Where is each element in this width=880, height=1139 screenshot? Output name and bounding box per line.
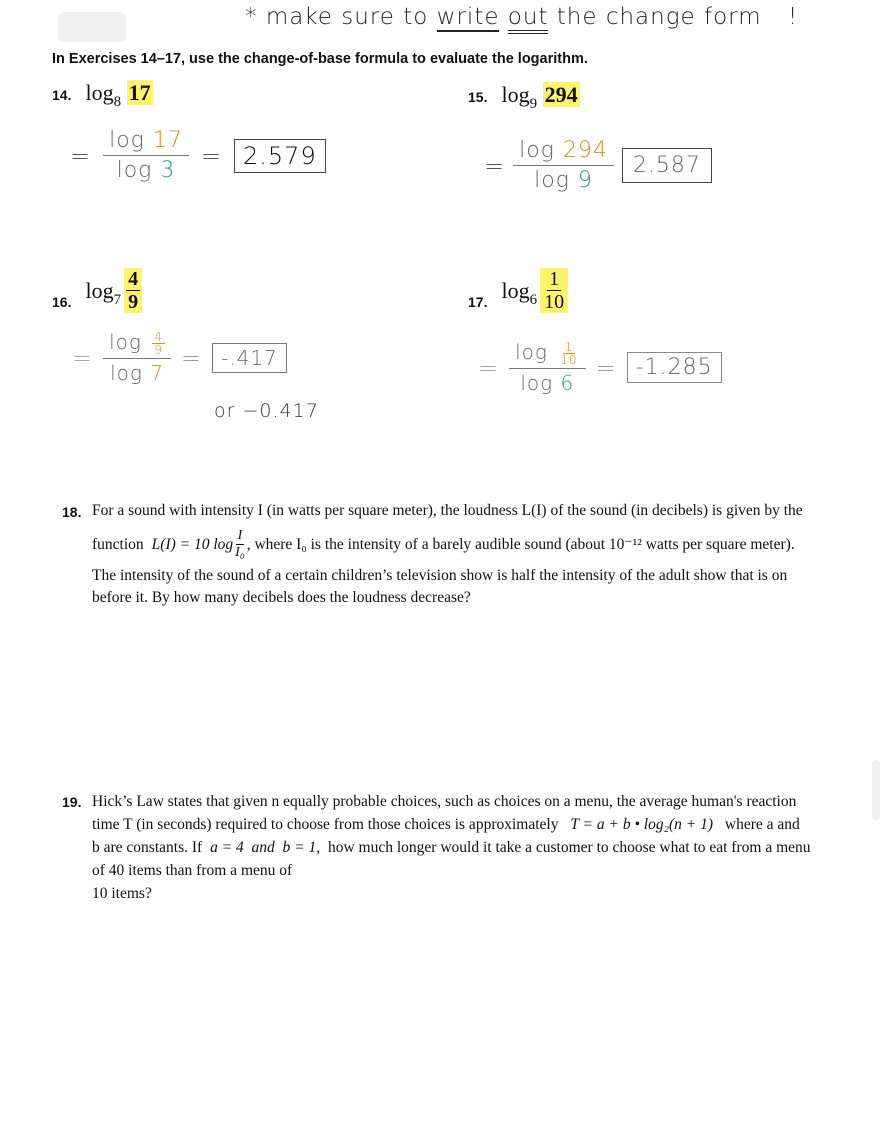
problem-19-number: 19. (62, 794, 82, 810)
work-fraction (513, 138, 614, 193)
problem-18-number: 18. (62, 504, 82, 520)
log-word: log (85, 277, 114, 303)
equals-sign: = (595, 353, 617, 382)
fraction-denominator: 9 (128, 291, 139, 313)
problem-text: function (92, 535, 144, 553)
log-base: 9 (529, 96, 538, 112)
fraction-numerator: 1 (564, 340, 574, 354)
boxed-answer: 2.579 (234, 139, 326, 173)
problem-line: For a sound with intensity I (in watts per square meter), the loudness L(I) of the sound (in decibels) is given by the (92, 502, 803, 519)
work-num-log: log (109, 128, 145, 153)
boxed-answer: -1.285 (627, 352, 722, 383)
log-word: log (85, 80, 114, 105)
fraction-denominator: 10 (560, 353, 578, 367)
fraction-denominator: I₀ (235, 545, 245, 560)
exercise-16-work (72, 330, 287, 385)
exercise-15 (468, 82, 580, 112)
log-base: 7 (113, 291, 122, 308)
note-tail: the change form (556, 4, 762, 30)
problem-line: of 40 items than from a menu of (92, 862, 293, 879)
fraction-numerator: I (237, 528, 243, 543)
exercise-log (501, 277, 538, 308)
exercise-log (85, 277, 122, 308)
problem-line (92, 813, 832, 836)
problem-19-text (92, 790, 832, 905)
log-base: 6 (529, 291, 538, 308)
problem-text: , where I₀ is the intensity of a barely audible sound (about 10⁻¹² watts per square meter). (246, 535, 795, 553)
work-num-arg: 294 (562, 138, 608, 163)
work-fraction (103, 128, 189, 183)
note-star: * (245, 4, 258, 30)
problem-line: 10 items? (92, 885, 152, 902)
exercise-16 (52, 268, 142, 313)
work-fraction (103, 330, 171, 385)
exercise-14-work (70, 128, 326, 183)
problem-text: how much longer would it take a customer to choose what to eat from a menu (327, 839, 811, 856)
work-den-arg: 9 (577, 168, 593, 193)
formula-fraction (235, 528, 245, 561)
problem-18-text (92, 500, 832, 609)
problem-line: before it. By how many decibels does the loudness decrease? (92, 589, 471, 606)
note-exclaim: ! (787, 4, 799, 30)
work-num-log: log (515, 340, 548, 364)
exercise-17-work (478, 340, 722, 395)
exercise-16-alt-answer: or −0.417 (214, 400, 319, 422)
note-out: out (508, 4, 549, 34)
equals-sign: = (484, 151, 506, 180)
work-den-log: log (116, 158, 153, 183)
log-argument-fraction (540, 268, 568, 313)
work-num-frac (152, 331, 165, 356)
boxed-answer: -.417 (212, 343, 287, 373)
loudness-formula: L(I) = 10 log (151, 535, 234, 553)
fraction-denominator: 10 (544, 291, 565, 313)
exercise-number: 16. (52, 293, 72, 310)
work-den-arg: 3 (160, 158, 176, 183)
problem-line: The intensity of the sound of a certain children’s television show is half the intensity of the adult show that is on (92, 567, 788, 584)
exercise-15-work (484, 138, 712, 193)
fraction-numerator: 1 (549, 268, 560, 290)
equals-sign: = (72, 343, 94, 372)
equals-sign: = (180, 343, 203, 372)
work-num-arg: 17 (152, 128, 183, 153)
exercise-number: 17. (468, 293, 488, 310)
work-fraction (509, 340, 585, 395)
exercise-number: 15. (468, 89, 488, 105)
work-num-log: log (109, 330, 142, 354)
handwritten-note (245, 4, 798, 30)
log-word: log (501, 277, 530, 303)
problem-line (92, 528, 832, 561)
work-den-log: log (110, 361, 143, 385)
problem-text: where a and (724, 816, 800, 833)
work-den-arg: 6 (560, 371, 575, 395)
problem-line (92, 836, 832, 859)
exercise-17 (468, 268, 568, 313)
log-argument: 294 (544, 82, 578, 107)
fraction-denominator: 9 (154, 343, 163, 357)
scan-artifact (58, 12, 126, 42)
exercise-number: 14. (52, 87, 72, 103)
work-num-frac (558, 341, 579, 366)
instructions: In Exercises 14–17, use the change-of-base formula to evaluate the logarithm. (52, 51, 588, 67)
note-text: make sure to (265, 4, 429, 30)
log-word: log (501, 82, 530, 107)
fraction-numerator: 4 (128, 268, 139, 290)
problem-text: time T (in seconds) required to choose from those choices is approximately (92, 816, 559, 833)
equals-sign: = (478, 353, 500, 382)
work-num-log: log (519, 138, 555, 163)
boxed-answer: 2.587 (622, 148, 712, 183)
work-den-log: log (520, 371, 554, 395)
work-den-arg: 7 (150, 361, 164, 385)
log-argument: 17 (128, 80, 151, 105)
note-write: write (436, 4, 500, 30)
exercise-log (85, 80, 152, 110)
log-argument-fraction (124, 268, 142, 313)
equals-sign: = (200, 141, 222, 170)
equals-sign: = (70, 141, 92, 170)
log-base: 8 (113, 94, 122, 110)
problem-line: Hick’s Law states that given n equally probable choices, such as choices on a menu, the average human's reaction (92, 793, 797, 810)
problem-text: b are constants. If (92, 839, 203, 856)
constant-values: a = 4 and b = 1, (210, 839, 321, 856)
scan-artifact (872, 760, 880, 820)
hicks-law-formula: T = a + b • log₂(n + 1) (570, 816, 714, 833)
exercise-14 (52, 80, 153, 110)
exercise-log (501, 82, 579, 112)
fraction-numerator: 4 (154, 330, 163, 344)
work-den-log: log (534, 168, 570, 193)
